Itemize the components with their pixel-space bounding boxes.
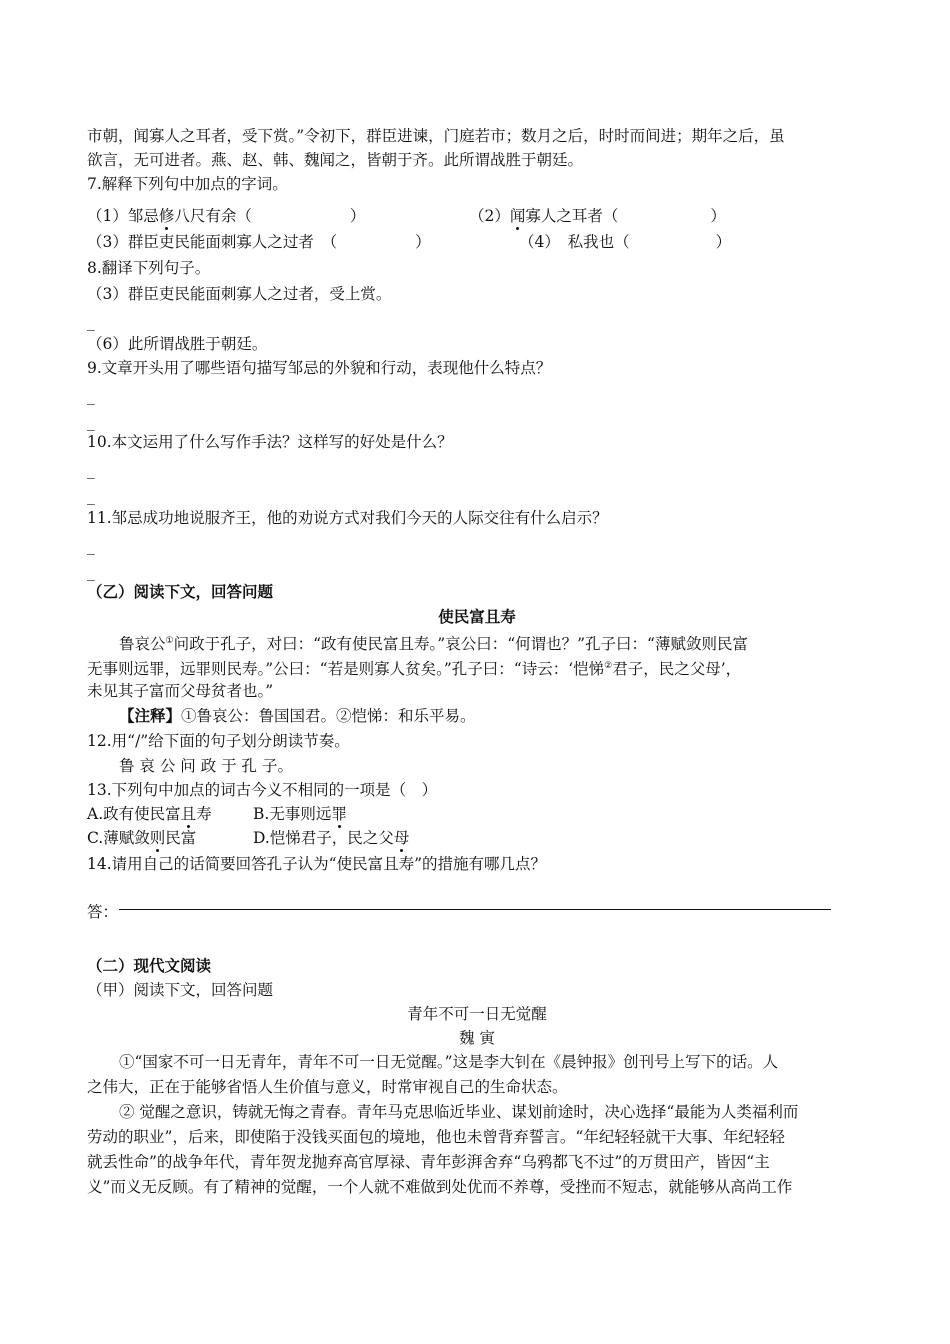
passage-line: 无事则远罪，远罪则民寿。”公曰：“若是则寡人贫矣。”孔子曰：“诗云：‘恺悌②君子，民之父母’， [87,660,742,679]
answer-line[interactable]: _ [87,387,95,405]
passage-line: 就丢性命”的战争年代，青年贺龙抛弃高官厚禄、青年彭湃舍弃“乌鸦都飞不过”的万贯田产，皆因“主 [87,1153,770,1171]
answer-line[interactable]: _ [87,537,95,555]
emphasis-dot-char: 修 [159,204,175,228]
section-modern-subheading: （甲）阅读下文，回答问题 [87,981,274,999]
passage-title: 使民富且寿 [438,608,516,626]
answer-line[interactable]: _ [87,563,95,581]
passage-line: 劳动的职业”，后来，即使陷于没钱买面包的境地，他也未曾背弃誓言。“年纪轻轻就干大事、年纪轻轻 [87,1128,785,1146]
question-7-item-4: （4） 私我也（ ） [519,233,732,251]
question-8-sentence: （6）此所谓战胜于朝廷。 [87,335,268,353]
annotation: 【注释】①鲁哀公：鲁国国君。②恺悌：和乐平易。 [119,707,476,725]
answer-line[interactable] [119,909,831,910]
answer-line[interactable]: _ [87,461,95,479]
emphasis-dot-char: 母 [394,826,410,850]
question-9: 9.文章开头用了哪些语句描写邹忌的外貌和行动，表现他什么特点？ [87,359,552,377]
answer-line[interactable]: _ [87,413,95,431]
passage-line: 市朝，闻寡人之耳者，受下赏。”令初下，群臣进谏，门庭若市；数月之后，时时而间进；期年之后，虽 [87,127,785,145]
passage-author: 魏 寅 [459,1029,495,1047]
question-12-sentence: 鲁 哀 公 问 政 于 孔 子。 [119,757,293,775]
passage-line: 之伟大，正在于能够省悟人生价值与意义，时常审视自己的生命状态。 [87,1078,568,1096]
passage-title: 青年不可一日无觉醒 [407,1005,547,1023]
passage-line: ①“国家不可一日无青年，青年不可一日无觉醒。”这是李大钊在《晨钟报》创刊号上写下的话。人 [119,1053,779,1071]
question-13: 13.下列句中加点的词古今义不相同的一项是（ ） [87,781,438,799]
question-7-stem: 7.解释下列句中加点的字词。 [87,175,288,193]
option-a[interactable]: A.政有使民富且寿 [87,802,212,826]
answer-line[interactable]: _ [87,313,95,331]
passage-line: ② 觉醒之意识，铸就无悔之青春。青年马克思临近毕业、谋划前途时，决心选择“最能为人类福利而 [119,1103,799,1121]
answer-row: 答： [87,900,867,924]
option-b[interactable]: B.无事则远罪 [253,802,347,826]
emphasis-dot-char: 且 [181,802,197,826]
option-c[interactable]: C.薄赋敛则民富 [87,826,196,850]
passage-line: 义”而义无反顾。有了精神的觉醒，一个人就不难做到处优而不养尊，受挫而不短志，就能够从高尚工作 [87,1178,793,1196]
passage-line: 鲁哀公①问政于孔子，对曰：“政有使民富且寿。”哀公曰：“何谓也？”孔子曰：“薄赋敛则民富 [119,635,748,654]
passage-line: 未见其子富而父母贫者也。” [87,682,274,700]
section-modern-heading: （二）现代文阅读 [87,957,212,975]
passage-line: 欲言，无可进者。燕、赵、韩、魏闻之，皆朝于齐。此所谓战胜于朝廷。 [87,151,584,169]
question-12: 12.用“/”给下面的句子划分朗读节奏。 [87,732,350,750]
section-yi-heading: （乙）阅读下文，回答问题 [87,583,274,601]
question-8-sentence: （3）群臣吏民能面刺寡人之过者，受上赏。 [87,285,392,303]
emphasis-dot-char: 则 [150,826,166,850]
question-8-stem: 8.翻译下列句子。 [87,259,211,277]
question-14: 14.请用自己的话简要回答孔子认为“使民富且寿”的措施有哪几点？ [87,855,547,873]
emphasis-dot-char: 罪 [331,802,347,826]
answer-line[interactable]: _ [87,487,95,505]
question-7-item-3: （3）群臣吏民能面刺寡人之过者 （ ） [87,233,431,251]
question-11: 11.邹忌成功地说服齐王，他的劝说方式对我们今天的人际交往有什么启示？ [87,509,608,527]
question-7-item-1: （1）邹忌修八尺有余（ ） [87,204,365,228]
option-d[interactable]: D.恺悌君子，民之父母 [253,826,409,850]
question-7-item-2: （2）闻寡人之耳者（ ） [469,204,726,228]
question-10: 10.本文运用了什么写作手法？这样写的好处是什么？ [87,433,453,451]
emphasis-dot-char: 闻 [510,204,526,228]
